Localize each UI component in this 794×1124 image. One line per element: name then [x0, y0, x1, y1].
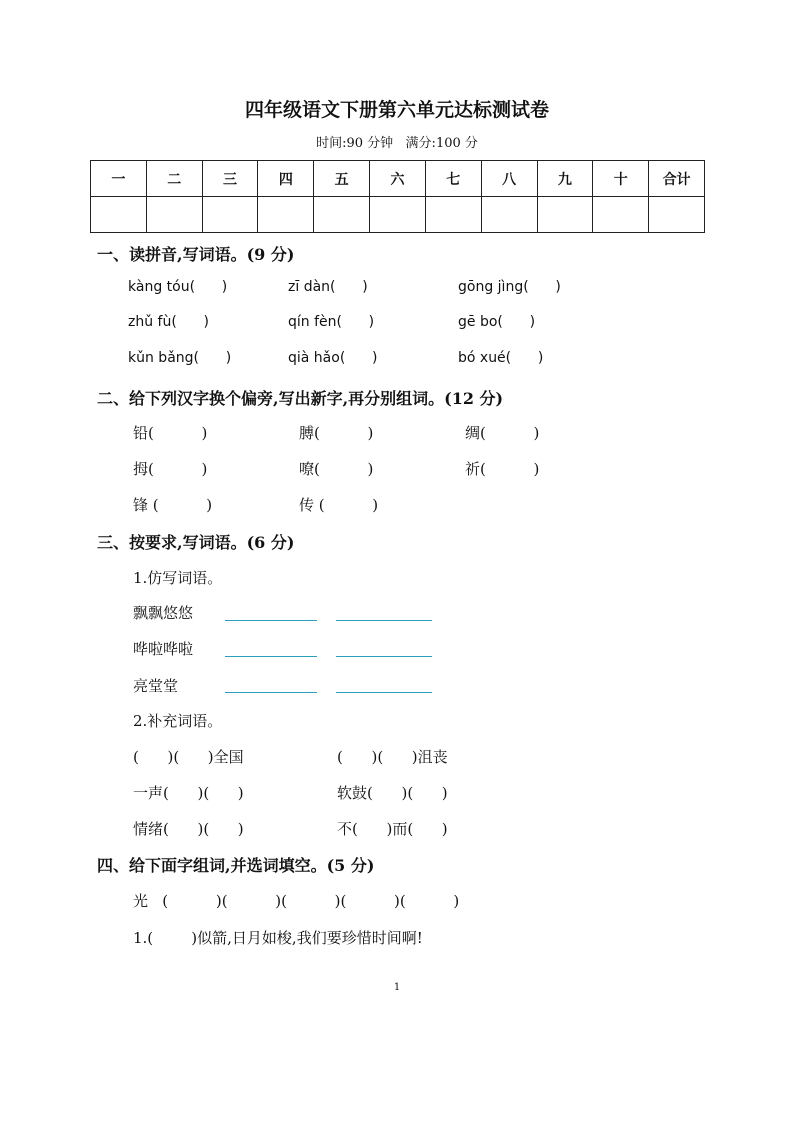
pinyin-item: zī dàn( ): [288, 279, 368, 295]
score-value-cell[interactable]: [91, 197, 147, 233]
radical-item: 绸( ): [465, 424, 540, 442]
score-header-cell: 一: [91, 161, 147, 197]
answer-line[interactable]: [336, 692, 432, 693]
pinyin-item: bó xué( ): [458, 350, 544, 366]
score-table-value-row: [91, 197, 705, 233]
page-title: 四年级语文下册第六单元达标测试卷: [244, 99, 549, 121]
score-table-header-row: [91, 161, 705, 197]
section-1-heading: 一、读拼音,写词语。(9 分): [97, 245, 295, 264]
score-value-cell[interactable]: [314, 197, 370, 233]
pinyin-item: kǔn bǎng( ): [128, 350, 232, 366]
idiom-item: 不( )而( ): [337, 820, 448, 838]
pinyin-item: qín fèn( ): [288, 314, 375, 330]
score-value-cell[interactable]: [481, 197, 537, 233]
section-3-heading: 三、按要求,写词语。(6 分): [97, 533, 295, 552]
radical-item: 锋 ( ): [133, 496, 213, 514]
page-number: 1: [393, 982, 401, 993]
pinyin-item: gōng jìng( ): [458, 279, 561, 295]
score-value-cell[interactable]: [146, 197, 202, 233]
radical-item: 铅( ): [133, 424, 208, 442]
pinyin-item: kàng tóu( ): [128, 279, 228, 295]
score-header-cell: 三: [202, 161, 258, 197]
score-value-cell[interactable]: [649, 197, 705, 233]
score-value-cell[interactable]: [202, 197, 258, 233]
answer-line[interactable]: [336, 620, 432, 621]
score-value-cell[interactable]: [593, 197, 649, 233]
answer-line[interactable]: [225, 656, 317, 657]
answer-line[interactable]: [336, 656, 432, 657]
example-word: 飘飘悠悠: [133, 604, 194, 622]
idiom-item: 一声( )( ): [133, 784, 244, 802]
score-header-cell: 二: [146, 161, 202, 197]
radical-item: 拇( ): [133, 460, 208, 478]
idiom-item: 情绪( )( ): [133, 820, 244, 838]
radical-item: 传 ( ): [299, 496, 379, 514]
example-word: 亮堂堂: [133, 677, 179, 695]
score-header-cell: 十: [593, 161, 649, 197]
answer-line[interactable]: [225, 620, 317, 621]
idiom-item: 软鼓( )( ): [337, 784, 448, 802]
score-header-cell: 四: [258, 161, 314, 197]
word-building-line: 光 ( )( )( )( )( ): [133, 892, 460, 910]
score-header-cell: 合计: [649, 161, 705, 197]
section-4-heading: 四、给下面字组词,并选词填空。(5 分): [97, 856, 375, 875]
pinyin-item: gē bo( ): [458, 314, 536, 330]
idiom-item: ( )( )沮丧: [337, 748, 448, 766]
fill-blank-question: 1.( )似箭,日月如梭,我们要珍惜时间啊!: [133, 929, 423, 947]
pinyin-item: qià hǎo( ): [288, 350, 378, 366]
score-value-cell[interactable]: [425, 197, 481, 233]
score-header-cell: 七: [425, 161, 481, 197]
pinyin-item: zhǔ fù( ): [128, 314, 209, 330]
score-header-cell: 六: [370, 161, 426, 197]
answer-line[interactable]: [225, 692, 317, 693]
subquestion-label: 1.仿写词语。: [133, 569, 223, 587]
score-table: [90, 160, 705, 233]
radical-item: 祈( ): [465, 460, 540, 478]
score-header-cell: 五: [314, 161, 370, 197]
score-value-cell[interactable]: [258, 197, 314, 233]
example-word: 哗啦哗啦: [133, 640, 194, 658]
idiom-item: ( )( )全国: [133, 748, 244, 766]
score-header-cell: 八: [481, 161, 537, 197]
radical-item: 嘹( ): [299, 460, 374, 478]
subquestion-label: 2.补充词语。: [133, 712, 223, 730]
score-header-cell: 九: [537, 161, 593, 197]
score-value-cell[interactable]: [537, 197, 593, 233]
radical-item: 膊( ): [299, 424, 374, 442]
section-2-heading: 二、给下列汉字换个偏旁,写出新字,再分别组词。(12 分): [97, 389, 504, 408]
exam-time-score: 时间:90 分钟 满分:100 分: [316, 136, 478, 151]
score-value-cell[interactable]: [370, 197, 426, 233]
